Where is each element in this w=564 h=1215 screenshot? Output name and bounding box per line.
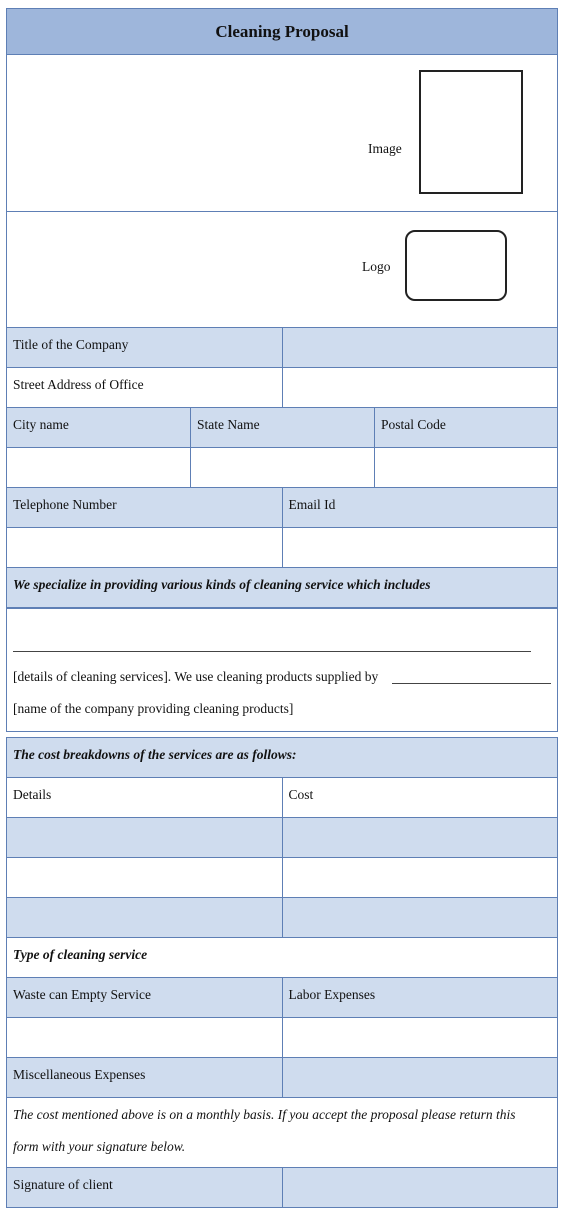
misc-expenses-field[interactable] xyxy=(282,1057,559,1098)
services-text-block xyxy=(6,608,558,732)
address-label-row xyxy=(6,408,558,449)
company-title-row xyxy=(6,328,558,369)
cost-field[interactable] xyxy=(282,817,559,858)
logo-placeholder[interactable] xyxy=(405,230,507,301)
cost-heading-row xyxy=(6,738,558,779)
cost-row xyxy=(6,858,558,899)
waste-service-field[interactable] xyxy=(6,1017,283,1058)
phone-label: Telephone Number xyxy=(6,487,283,528)
details-field[interactable] xyxy=(6,897,283,938)
postal-field[interactable] xyxy=(374,447,558,488)
cost-field[interactable] xyxy=(282,897,559,938)
note-line2: form with your signature below. xyxy=(13,1139,186,1154)
form-title: Cleaning Proposal xyxy=(6,8,558,55)
signature-label: Signature of client xyxy=(6,1167,283,1208)
services-heading-row xyxy=(6,568,558,609)
email-field[interactable] xyxy=(282,527,559,568)
company-title-label: Title of the Company xyxy=(6,327,283,368)
city-label: City name xyxy=(6,407,191,448)
service-type-heading-row xyxy=(6,938,558,979)
cost-row xyxy=(6,898,558,939)
service-type-label-row xyxy=(6,978,558,1019)
labor-expenses-label: Labor Expenses xyxy=(282,977,559,1018)
state-field[interactable] xyxy=(190,447,375,488)
contact-field-row xyxy=(6,528,558,569)
signature-field[interactable] xyxy=(282,1167,559,1208)
cost-row xyxy=(6,818,558,859)
misc-expenses-label: Miscellaneous Expenses xyxy=(6,1057,283,1098)
email-label: Email Id xyxy=(282,487,559,528)
logo-label: Logo xyxy=(362,259,391,274)
details-field[interactable] xyxy=(6,857,283,898)
street-label: Street Address of Office xyxy=(6,367,283,408)
cost-field[interactable] xyxy=(282,857,559,898)
service-type-heading: Type of cleaning service xyxy=(6,937,558,978)
image-label: Image xyxy=(368,141,402,156)
contact-label-row xyxy=(6,488,558,529)
image-section xyxy=(6,54,558,212)
details-column-header: Details xyxy=(6,777,283,818)
postal-label: Postal Code xyxy=(374,407,558,448)
street-field[interactable] xyxy=(282,367,559,408)
address-field-row xyxy=(6,448,558,489)
misc-expenses-row xyxy=(6,1058,558,1099)
services-blank-line[interactable] xyxy=(13,651,531,652)
phone-field[interactable] xyxy=(6,527,283,568)
waste-service-label: Waste can Empty Service xyxy=(6,977,283,1018)
state-label: State Name xyxy=(190,407,375,448)
company-title-field[interactable] xyxy=(282,327,559,368)
services-heading: We specialize in providing various kinds of cleaning service which includes xyxy=(6,567,558,608)
logo-section xyxy=(6,211,558,329)
monthly-note xyxy=(6,1097,558,1169)
supplier-blank-line[interactable] xyxy=(392,683,551,684)
services-line2: [name of the company providing cleaning products] xyxy=(13,701,294,716)
services-line1: [details of cleaning services]. We use cleaning products supplied by xyxy=(13,669,379,684)
cost-header-row xyxy=(6,778,558,819)
street-row xyxy=(6,368,558,409)
cost-heading: The cost breakdowns of the services are as follows: xyxy=(6,737,558,778)
note-line1: The cost mentioned above is on a monthly basis. If you accept the proposal please return this xyxy=(13,1107,516,1122)
labor-expenses-field[interactable] xyxy=(282,1017,559,1058)
image-placeholder[interactable] xyxy=(419,70,523,194)
signature-row xyxy=(6,1168,558,1209)
service-type-field-row xyxy=(6,1018,558,1059)
details-field[interactable] xyxy=(6,817,283,858)
city-field[interactable] xyxy=(6,447,191,488)
cost-column-header: Cost xyxy=(282,777,559,818)
